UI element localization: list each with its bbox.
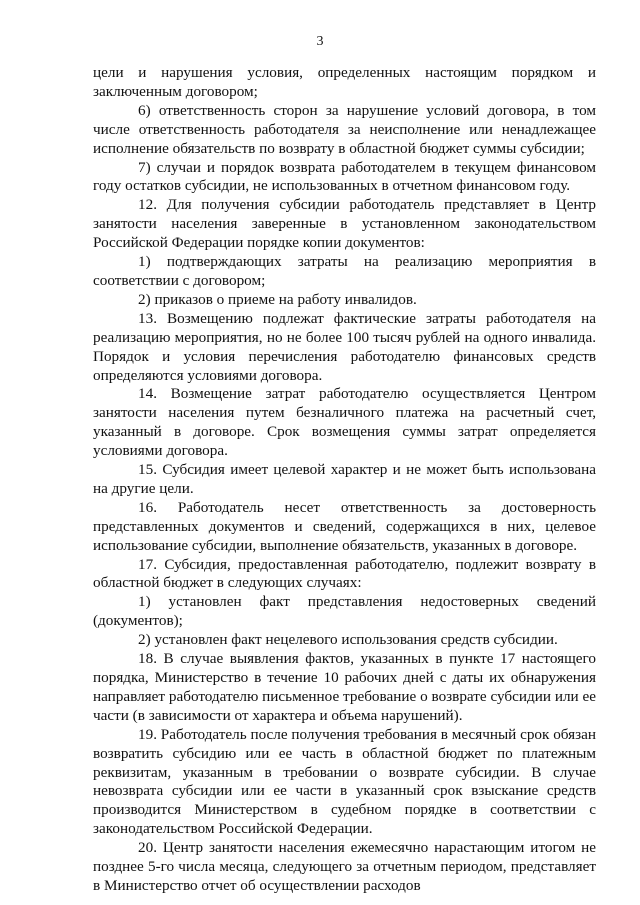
paragraph: 14. Возмещение затрат работодателю осуществляется Центром занятости населения путем безналичного платежа на расчетный счет, указанный в договоре. Срок возмещения суммы затрат определяется условиями договора. — [93, 385, 596, 460]
paragraph: 16. Работодатель несет ответственность за достоверность представленных документов и сведений, содержащихся в них, целевое использование субсидии, выполнение обязательств, указанных в договоре. — [93, 498, 596, 554]
paragraph: 2) приказов о приеме на работу инвалидов. — [138, 290, 417, 308]
paragraph: 20. Центр занятости населения ежемесячно нарастающим итогом не позднее 5-го числа месяца, следующего за отчетным периодом, представляет в Министерство отчет об осуществлении расходов — [93, 839, 596, 894]
paragraph: 15. Субсидия имеет целевой характер и не может быть использована на другие цели. — [93, 461, 596, 497]
paragraph: 12. Для получения субсидии работодатель представляет в Центр занятости населения заверенные в установленном законодательством Российской Федерации порядке копии документов: — [93, 196, 596, 252]
paragraph: 17. Субсидия, предоставленная работодателю, подлежит возврату в областной бюджет в следующих случаях: — [93, 555, 596, 592]
paragraph: 13. Возмещению подлежат фактические затраты работодателя на реализацию мероприятия, но не более 100 тысяч рублей на одного инвалида. Порядок и условия перечисления работодателю финансовых средств определяются условиями договора. — [93, 309, 596, 384]
paragraph: 7) случаи и порядок возврата работодателем в текущем финансовом году остатков субсидии, не использованных в отчетном финансовом году. — [93, 158, 596, 195]
paragraph: 1) подтверждающих затраты на реализацию мероприятия в соответствии с договором; — [93, 253, 596, 289]
paragraph: 2) установлен факт нецелевого использования средств субсидии. — [138, 631, 558, 649]
paragraph: цели и нарушения условия, определенных настоящим порядком и заключенным договором; — [93, 64, 596, 100]
body-text — [93, 64, 596, 896]
paragraph: 1) установлен факт представления недостоверных сведений (документов); — [93, 593, 596, 630]
paragraph: 19. Работодатель после получения требования в месячный срок обязан возвратить субсидию или ее часть в областной бюджет по платежным реквизитам, указанным в требовании о возврате субсидии. В случае невозврата субсидии или ее части в указанный срок взыскание средств производится Министерством в судебном порядке в соответствии с законодательством Российской Федерации. — [93, 725, 596, 838]
paragraph: 6) ответственность сторон за нарушение условий договора, в том числе ответственность работодателя за неисполнение или ненадлежащее исполнение обязательств по возврату в областной бюджет суммы субсидии; — [93, 101, 596, 157]
paragraph: 18. В случае выявления фактов, указанных в пункте 17 настоящего порядка, Министерство в течение 10 рабочих дней с даты их обнаружения направляет работодателю письменное требование о возврате субсидии или ее части (в зависимости от характера и объема нарушений). — [93, 650, 596, 724]
page-number: 3 — [316, 34, 324, 49]
